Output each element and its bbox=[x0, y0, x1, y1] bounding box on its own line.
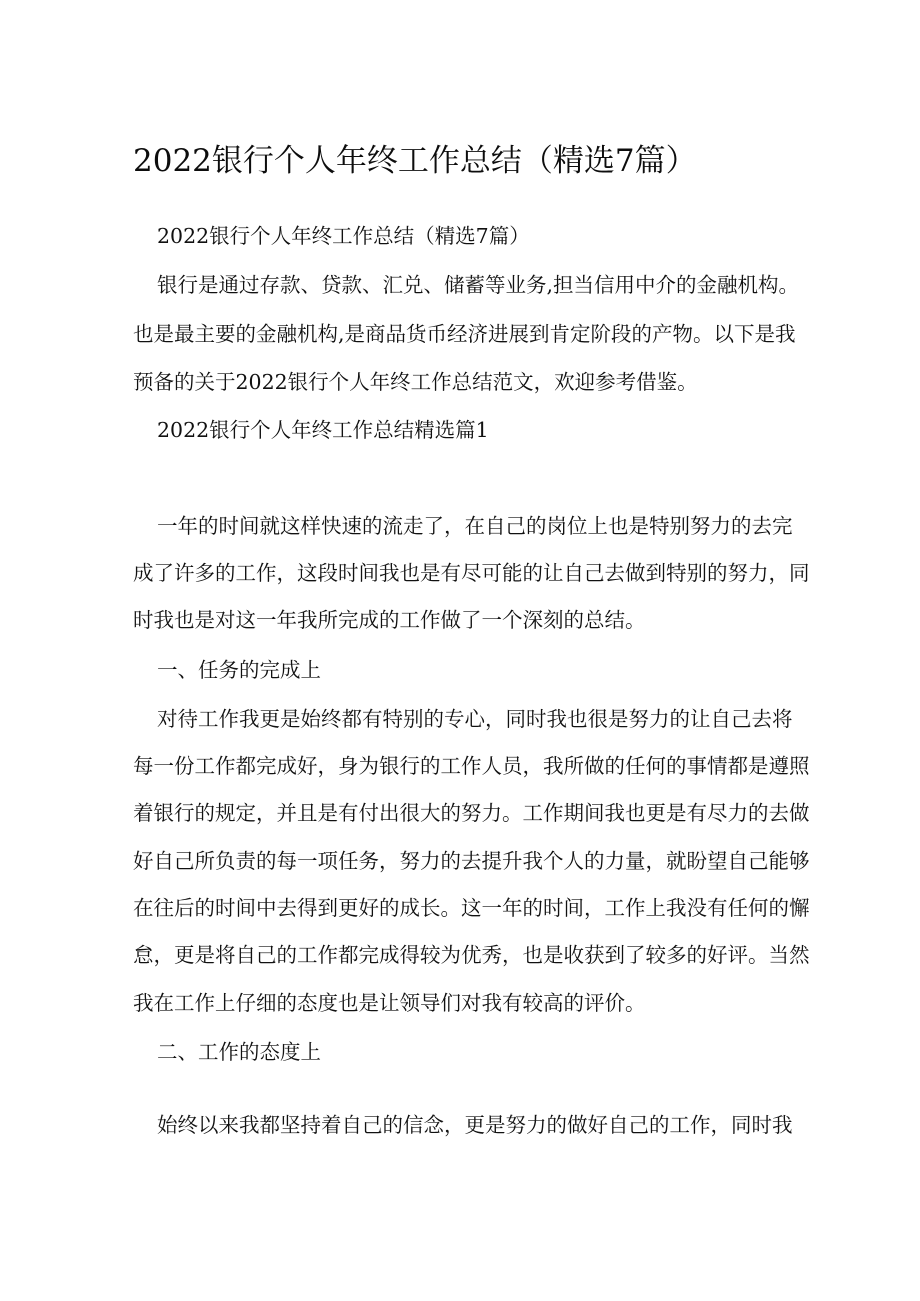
para1-line-2: 成了许多的工作，这段时间我也是有尽可能的让自己去做到特别的努力，同 bbox=[133, 561, 810, 585]
subtitle-line: 2022银行个人年终工作总结（精选7篇） bbox=[157, 224, 530, 248]
para1-line-1: 一年的时间就这样快速的流走了，在自己的岗位上也是特别努力的去完 bbox=[157, 514, 793, 538]
para2-line-7: 我在工作上仔细的态度也是让领导们对我有较高的评价。 bbox=[133, 991, 646, 1015]
para3-line-1: 始终以来我都坚持着自己的信念，更是努力的做好自己的工作，同时我 bbox=[157, 1113, 793, 1137]
intro-line-3: 预备的关于2022银行个人年终工作总结范文，欢迎参考借鉴。 bbox=[133, 370, 698, 394]
intro-line-1: 银行是通过存款、贷款、汇兑、储蓄等业务,担当信用中介的金融机构。 bbox=[157, 273, 800, 297]
para2-line-6: 怠，更是将自己的工作都完成得较为优秀，也是收获到了较多的好评。当然 bbox=[133, 943, 810, 967]
para2-line-2: 每一份工作都完成好，身为银行的工作人员，我所做的任何的事情都是遵照 bbox=[133, 754, 810, 778]
subheading-attitude: 二、工作的态度上 bbox=[157, 1040, 321, 1064]
intro-line-2: 也是最主要的金融机构,是商品货币经济进展到肯定阶段的产物。以下是我 bbox=[133, 322, 796, 346]
para2-line-3: 着银行的规定，并且是有付出很大的努力。工作期间我也更是有尽力的去做 bbox=[133, 801, 810, 825]
para1-line-3: 时我也是对这一年我所完成的工作做了一个深刻的总结。 bbox=[133, 608, 646, 632]
para2-line-1: 对待工作我更是始终都有特别的专心，同时我也很是努力的让自己去将 bbox=[157, 707, 793, 731]
section-heading-1: 2022银行个人年终工作总结精选篇1 bbox=[157, 418, 489, 442]
para2-line-4: 好自己所负责的每一项任务，努力的去提升我个人的力量，就盼望自己能够 bbox=[133, 849, 810, 873]
para2-line-5: 在往后的时间中去得到更好的成长。这一年的时间，工作上我没有任何的懈 bbox=[133, 896, 810, 920]
subheading-task: 一、任务的完成上 bbox=[157, 658, 321, 682]
document-title: 2022银行个人年终工作总结（精选7篇） bbox=[133, 143, 697, 179]
